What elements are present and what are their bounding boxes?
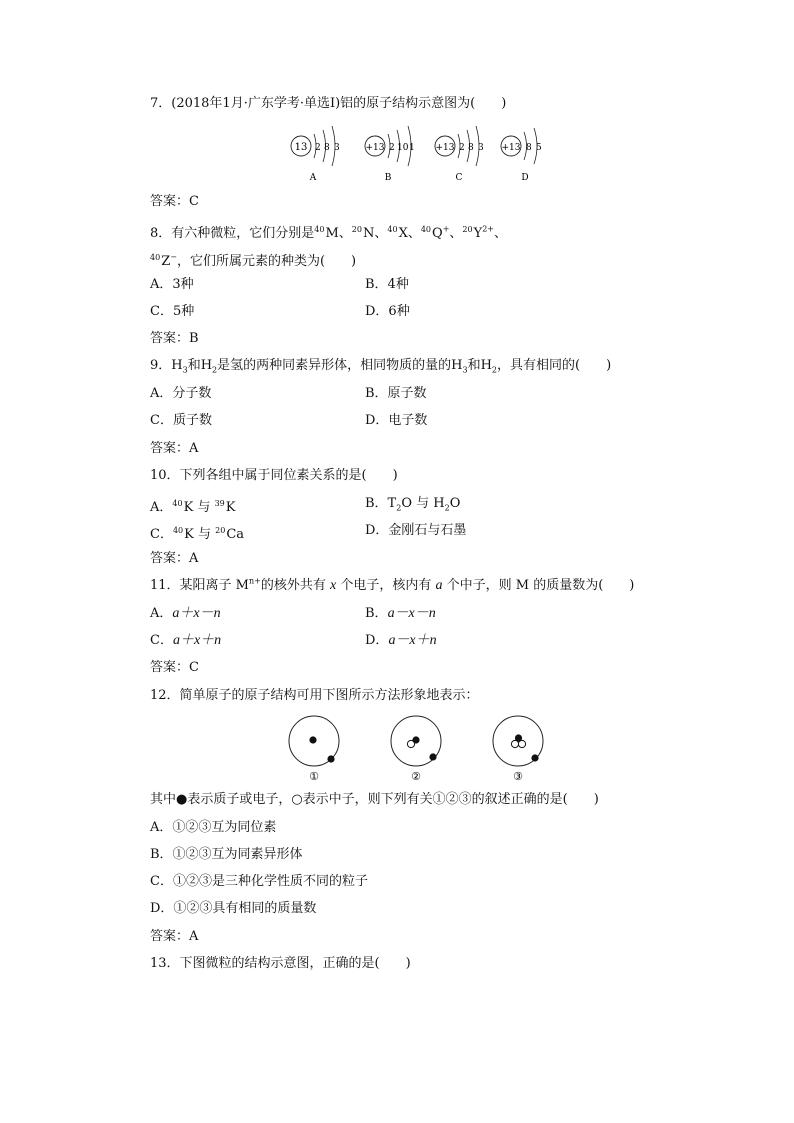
- q7-answer: 答案：C: [150, 194, 199, 209]
- q11-option-d: D．a－x＋n: [365, 633, 437, 648]
- q8-line2: $^{40}$Z−，它们所属元素的种类为( ): [150, 252, 357, 269]
- q10-stem: 10．下列各组中属于同位素关系的是( ): [150, 468, 398, 483]
- q7-b-nucleus: +13: [365, 143, 385, 153]
- species-q: $^{40}$Q+、: [420, 224, 463, 241]
- q12-label-2: ②: [411, 770, 421, 783]
- q8-option-a: A．3种: [150, 277, 194, 292]
- q7-d-shell-2: 5: [536, 143, 542, 153]
- electron-dot: [327, 755, 334, 762]
- q7-a-label: A: [309, 173, 317, 182]
- q7-stem: 7．(2018年1月·广东学考·单选Ⅰ)铝的原子结构示意图为( ): [150, 96, 507, 111]
- q13-stem: 13．下图微粒的结构示意图，正确的是( ): [150, 956, 411, 971]
- q10-option-c: C．$^{40}$K 与 $^{20}$Ca: [150, 526, 245, 542]
- neutron-dot: [518, 740, 525, 747]
- q7-b-shell-2: 10: [397, 143, 409, 153]
- q7-d-shell-1: 8: [526, 143, 532, 153]
- q8-answer: 答案：B: [150, 331, 199, 346]
- q8-line1: 8．有六种微粒，它们分别是$^{40}$M、$^{20}$N、$^{40}$X、$^{40}$Q+、$^{20}Y^{2+}$、: [150, 224, 508, 241]
- proton-dot: [309, 736, 316, 743]
- q7-c-nucleus: +13: [435, 143, 455, 153]
- q10-option-d: D．金刚石与石墨: [365, 523, 467, 538]
- electron-dot: [531, 754, 538, 761]
- species-x: $^{40}$X、: [387, 225, 421, 241]
- q7-b-label: B: [384, 173, 392, 182]
- q7-diagram-d: [501, 128, 542, 182]
- q12-option-d: D．①②③具有相同的质量数: [150, 901, 317, 916]
- q9-option-c: C．质子数: [150, 413, 212, 428]
- q9-answer: 答案：A: [150, 441, 199, 456]
- q7-a-shell-1: 2: [315, 143, 321, 153]
- q12-option-a: A．①②③互为同位素: [150, 820, 277, 835]
- species-y: $^{20}Y^{2+}$、: [462, 224, 508, 241]
- q7-diagram-c: [435, 126, 484, 182]
- q10-answer: 答案：A: [150, 551, 199, 566]
- q9-option-d: D．电子数: [365, 413, 428, 428]
- q9-option-a: A．分子数: [150, 386, 212, 401]
- q7-c-shell-2: 8: [468, 143, 474, 153]
- q12-stem: 12．简单原子的原子结构可用下图所示方法形象地表示：: [150, 688, 479, 703]
- q8-option-c: C．5种: [150, 304, 195, 319]
- q7-b-shell-3: 1: [409, 143, 415, 153]
- q12-model-2: [391, 716, 441, 783]
- q7-c-shell-1: 2: [459, 143, 465, 153]
- species-n: $^{20}$N、: [351, 225, 388, 241]
- q7-diagram-a: [291, 126, 340, 182]
- proton-dot: [412, 736, 419, 743]
- q12-atom-models: [285, 714, 555, 784]
- q11-option-c: C．a＋x＋n: [150, 633, 222, 648]
- q7-a-shell-3: 3: [334, 143, 340, 153]
- q11-option-b: B．a－x－n: [365, 606, 436, 621]
- q7-c-shell-3: 3: [478, 143, 484, 153]
- q8-option-d: D．6种: [365, 304, 410, 319]
- q7-diagram-b: [365, 126, 415, 182]
- q7-a-nucleus: 13: [294, 142, 308, 153]
- q12-option-b: B．①②③互为同素异形体: [150, 847, 303, 862]
- q7-b-shell-1: 2: [389, 143, 395, 153]
- q10-option-b: B．$T_2O$ 与 $H_2O$: [365, 496, 461, 513]
- q12-label-3: ③: [513, 770, 523, 783]
- q11-stem: 11．某阳离子 $M^{n+}$的核外共有 x 个电子，核内有 a 个中子，则 M 的质量数为( ): [150, 576, 635, 593]
- q8-option-b: B．4种: [365, 277, 409, 292]
- proton-dot: [515, 734, 522, 741]
- q9-option-b: B．原子数: [365, 386, 427, 401]
- q7-d-nucleus: +13: [501, 143, 521, 153]
- q11-answer: 答案：C: [150, 660, 199, 675]
- q9-stem: 9．$H_3$和$H_2$是氢的两种同素异形体，相同物质的量的$H_3$和$H_2$，具有相同的( ): [150, 358, 612, 375]
- neutron-dot: [511, 740, 518, 747]
- q7-a-shell-2: 8: [324, 143, 330, 153]
- electron-dot: [429, 753, 436, 760]
- q11-option-a: A．a＋x－n: [150, 606, 221, 621]
- q7-atom-diagrams: [285, 124, 555, 182]
- q10-option-a: A．$^{40}$K 与 $^{39}$K: [150, 499, 236, 515]
- q7-d-label: D: [521, 173, 529, 182]
- q12-legend: 其中●表示质子或电子，○表示中子，则下列有关①②③的叙述正确的是( ): [150, 792, 599, 807]
- species-m: $^{40}$M、: [314, 225, 352, 241]
- q12-model-1: [289, 716, 339, 783]
- q12-answer: 答案：A: [150, 929, 199, 944]
- q12-label-1: ①: [309, 770, 319, 783]
- q12-option-c: C．①②③是三种化学性质不同的粒子: [150, 874, 368, 889]
- q7-c-label: C: [455, 173, 463, 182]
- q12-model-3: [493, 716, 543, 783]
